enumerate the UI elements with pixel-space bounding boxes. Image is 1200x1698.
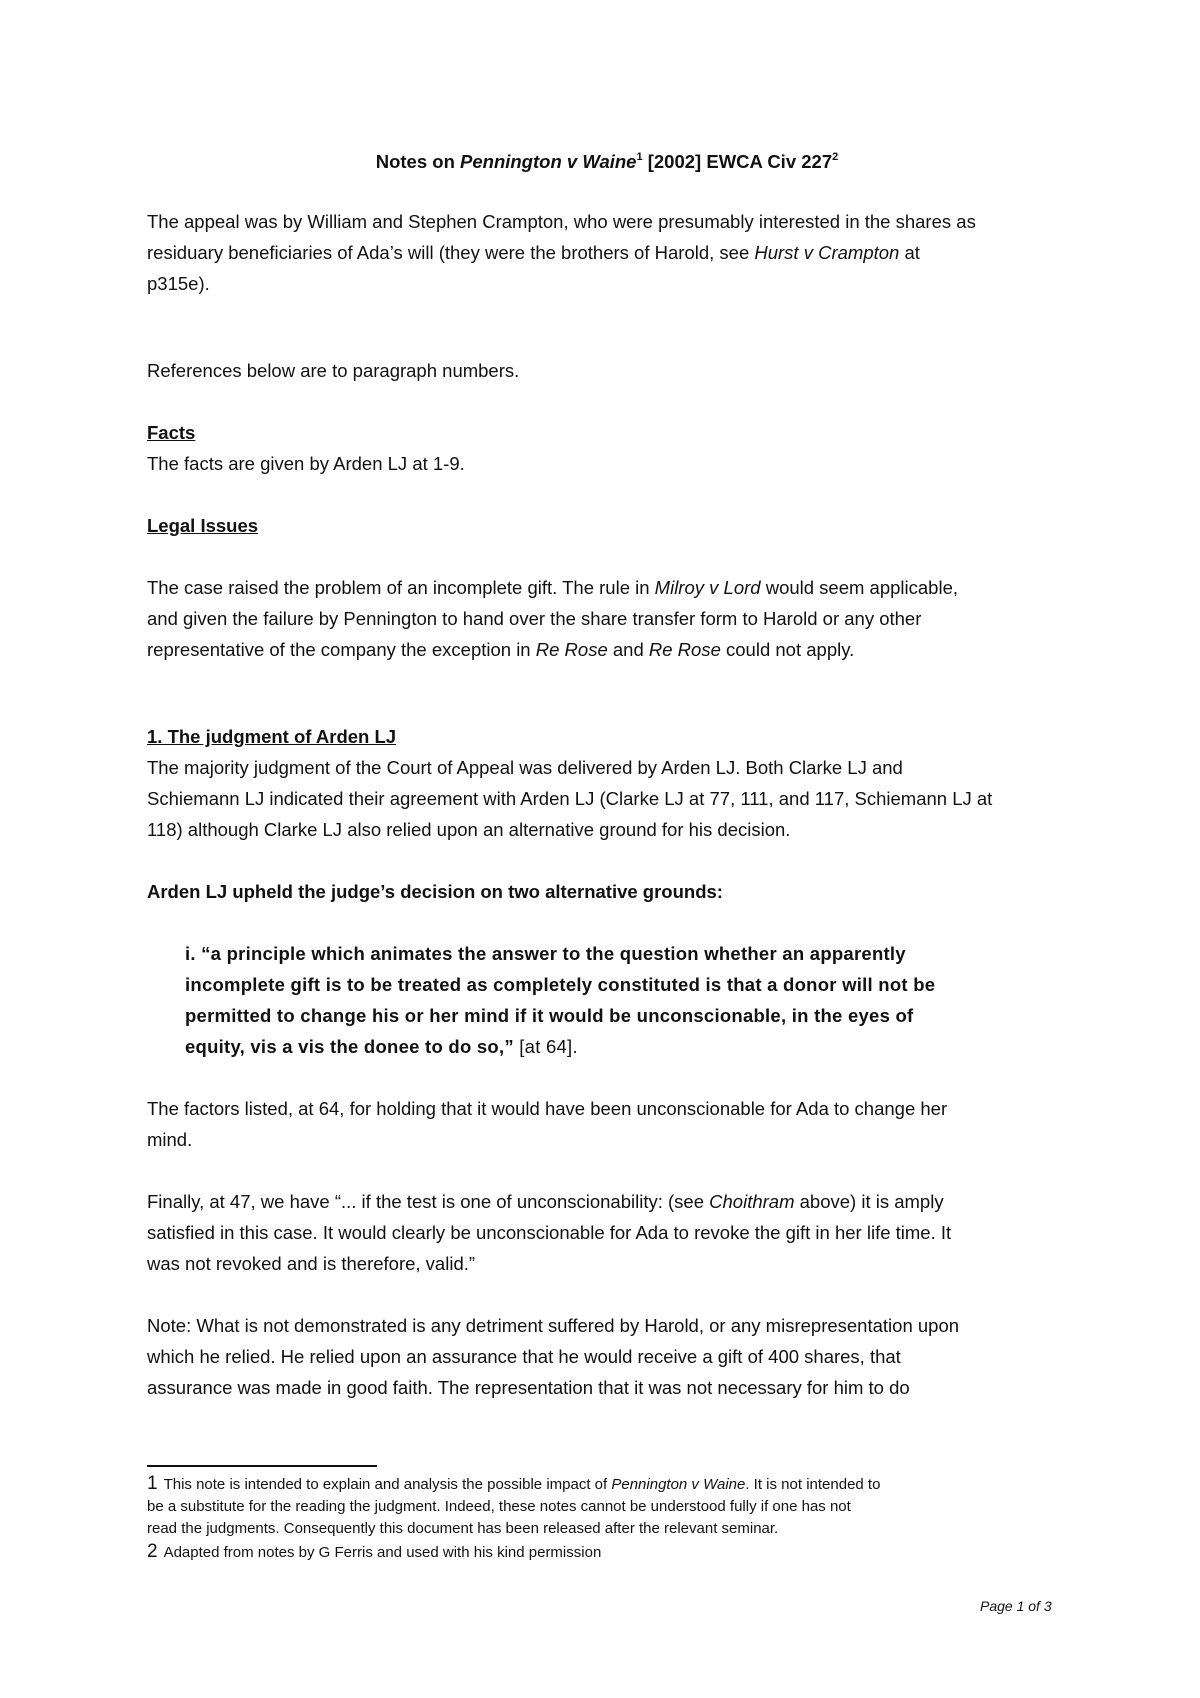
principle-quote: i. “a principle which animates the answer to the question whether an apparently incomplete gift is to be treated as completely constituted is that a donor will not be permitted to change his or her mind if it would be unconscionable, in the eyes of equity, vis a vis the donee to do so,” [at 64]. xyxy=(185,943,936,1057)
facts-heading: Facts xyxy=(147,422,196,443)
footnote-ref-2[interactable]: 2 xyxy=(832,151,839,163)
footnote-separator xyxy=(147,1465,377,1467)
legal-issues-paragraph: The case raised the problem of an incomplete gift. The rule in Milroy v Lord would seem applicable, and given the failure by Pennington to hand over the share transfer form to Harold or any other representative of the company the exception in Re Rose and Re Rose could not apply. xyxy=(147,577,959,660)
judgment-heading: 1. The judgment of Arden LJ xyxy=(147,726,397,747)
upheld-statement: Arden LJ upheld the judge’s decision on two alternative grounds: xyxy=(147,881,723,902)
judgment-paragraph: The majority judgment of the Court of Appeal was delivered by Arden LJ. Both Clarke LJ and Schiemann LJ indicated their agreement with Arden LJ (Clarke LJ at 77, 111, and 117, Schiemann LJ at 118) although Clarke LJ also relied upon an alternative ground for his decision. xyxy=(147,757,993,840)
note-paragraph: Note: What is not demonstrated is any detriment suffered by Harold, or any misrepresentation upon which he relied. He relied upon an assurance that he would receive a gift of 400 shares, that assurance was made in good faith. The representation that it was not necessary for him to do xyxy=(147,1315,960,1398)
finally-paragraph: Finally, at 47, we have “... if the test is one of unconscionability: (see Choithram above) it is amply satisfied in this case. It would clearly be unconscionable for Ada to revoke the gift in her life time. It was not revoked and is therefore, valid.” xyxy=(147,1191,952,1274)
references-note: References below are to paragraph numbers. xyxy=(147,360,520,381)
document-title: Notes on Pennington v Waine$^1$ [2002] EWCA Civ $227^2$ xyxy=(375,151,839,172)
footnote-2: 2 Adapted from notes by G Ferris and used with his kind permission xyxy=(147,1540,602,1562)
legal-issues-heading: Legal Issues xyxy=(147,515,259,536)
footnotes: 1 This note is intended to explain and analysis the possible impact of Pennington v Waine. It is not intended to be a substitute for the reading the judgment. Indeed, these notes cannot be understood fully if one has not read the judgments. Consequently this document has been released after the relevant seminar. 2 Adapted from notes by G Ferris and used with his kind permission xyxy=(147,1473,1067,1563)
document-body xyxy=(147,146,1067,1403)
page-number: Page 1 of 3 xyxy=(980,1598,1052,1614)
title-case-name: Pennington v Waine xyxy=(460,151,637,172)
facts-text: The facts are given by Arden LJ at 1-9. xyxy=(147,453,465,474)
intro-paragraph: The appeal was by William and Stephen Crampton, who were presumably interested in the shares as residuary beneficiaries of Ada’s will (they were the brothers of Harold, see Hurst v Crampton at p315e). xyxy=(147,211,976,294)
footnote-ref-1[interactable]: 1 xyxy=(636,151,643,163)
factors-paragraph: The factors listed, at 64, for holding that it would have been unconscionable for Ada to change her mind. xyxy=(147,1098,948,1150)
footnote-1: 1 This note is intended to explain and analysis the possible impact of Pennington v Waine. It is not intended to xyxy=(147,1473,881,1494)
